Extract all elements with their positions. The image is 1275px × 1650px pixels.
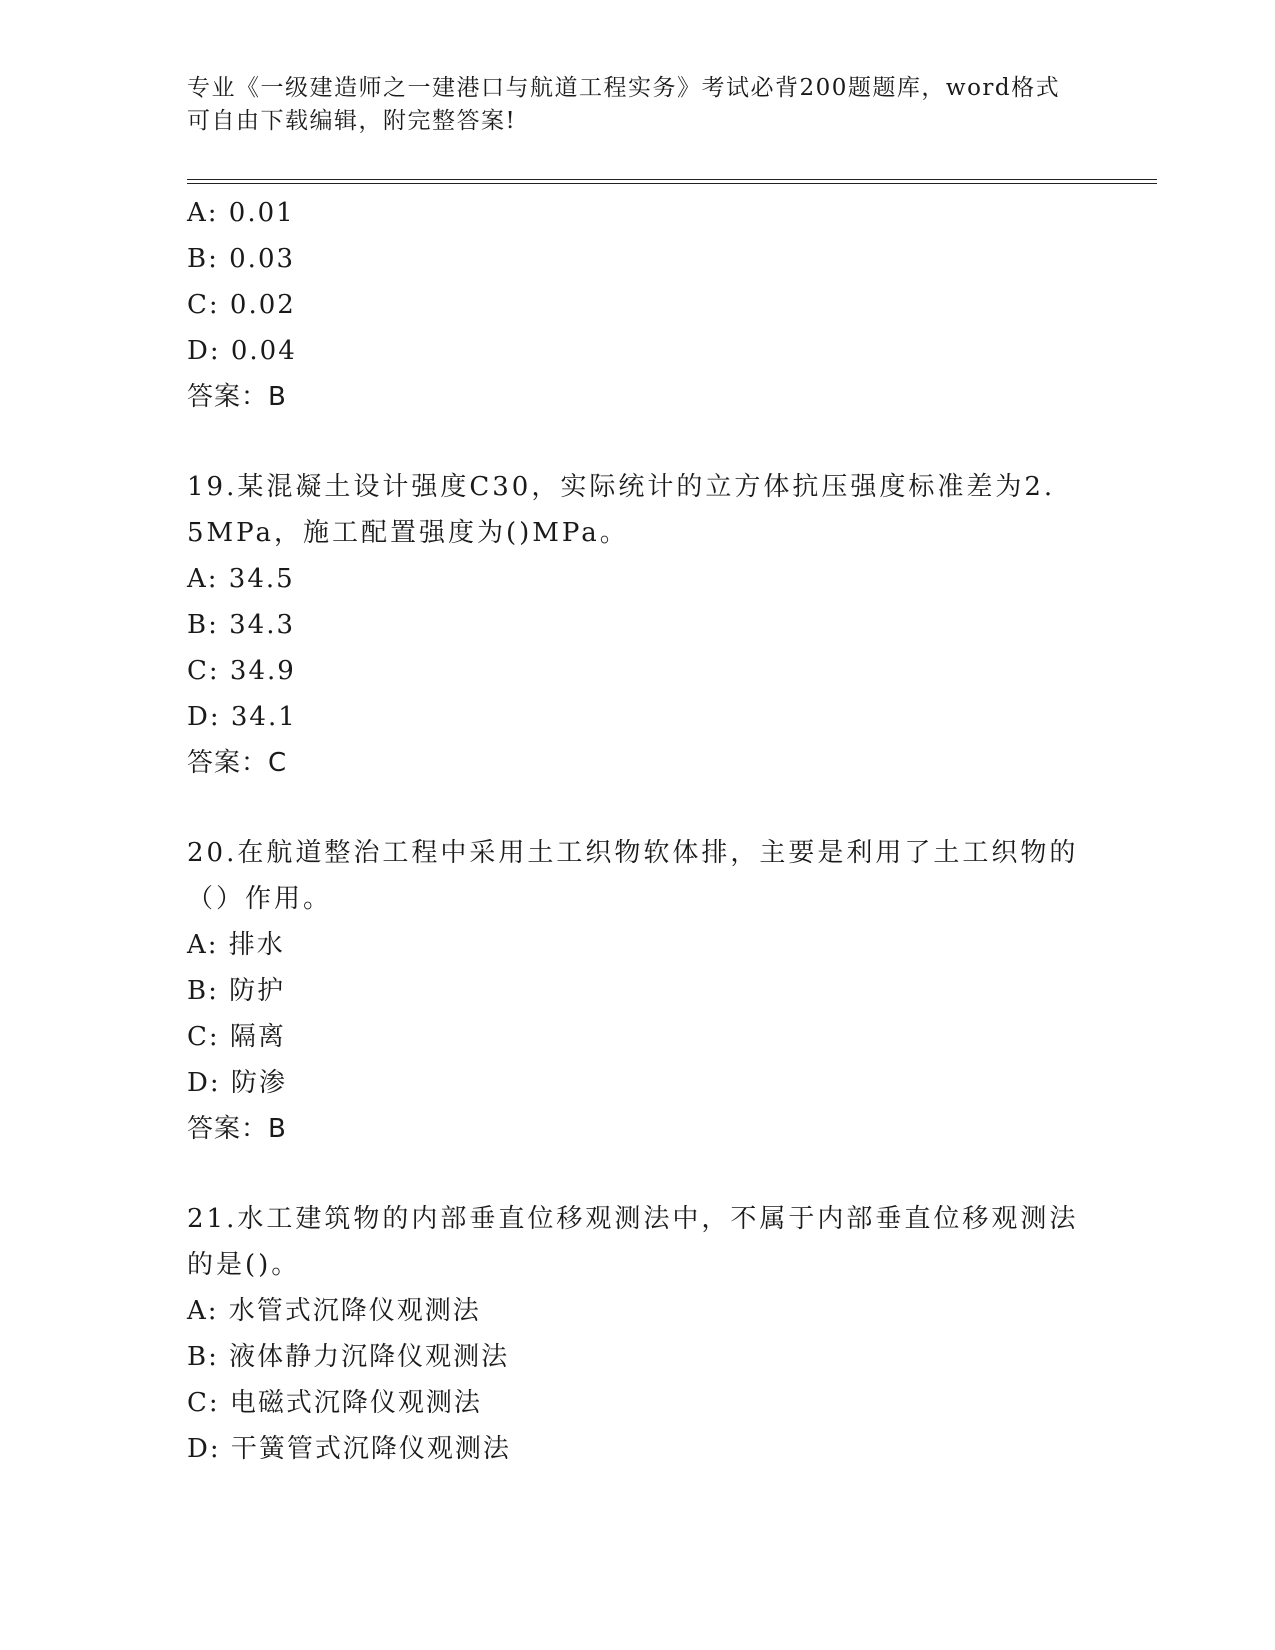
option-a: A: 排水 xyxy=(187,930,285,960)
option-c: C: 34.9 xyxy=(187,656,296,686)
question-text-line-2: 的是()。 xyxy=(187,1250,301,1280)
question-21-block xyxy=(187,1196,1087,1472)
option-c: C: 电磁式沉降仪观测法 xyxy=(187,1388,482,1418)
header-divider xyxy=(187,179,1157,184)
question-text-line-2: （）作用。 xyxy=(187,884,333,914)
question-text-line-1: 21.水工建筑物的内部垂直位移观测法中，不属于内部垂直位移观测法 xyxy=(187,1204,1079,1234)
question-text-line-1: 20.在航道整治工程中采用土工织物软体排，主要是利用了土工织物的 xyxy=(187,838,1079,868)
answer-line: 答案：C xyxy=(187,748,288,778)
question-text-line-2: 5MPa，施工配置强度为()MPa。 xyxy=(187,518,629,548)
option-d: D: 0.04 xyxy=(187,336,297,366)
header-line-1: 专业《一级建造师之一建港口与航道工程实务》考试必背200题题库，word格式 xyxy=(187,75,1061,101)
document-header xyxy=(187,72,1087,138)
option-d: D: 干簧管式沉降仪观测法 xyxy=(187,1434,511,1464)
answer-line: 答案：B xyxy=(187,1114,287,1144)
option-b: B: 液体静力沉降仪观测法 xyxy=(187,1342,510,1372)
option-c: C: 隔离 xyxy=(187,1022,286,1052)
header-line-2: 可自由下载编辑，附完整答案! xyxy=(187,108,517,134)
option-a: A: 0.01 xyxy=(187,198,295,228)
question-list xyxy=(187,190,1087,1472)
option-c: C: 0.02 xyxy=(187,290,296,320)
question-text-line-1: 19.某混凝土设计强度C30，实际统计的立方体抗压强度标准差为2. xyxy=(187,472,1056,502)
question-19-block xyxy=(187,464,1087,786)
option-a: A: 水管式沉降仪观测法 xyxy=(187,1296,481,1326)
option-b: B: 34.3 xyxy=(187,610,296,640)
option-d: D: 防渗 xyxy=(187,1068,287,1098)
option-b: B: 防护 xyxy=(187,976,286,1006)
option-d: D: 34.1 xyxy=(187,702,297,732)
option-a: A: 34.5 xyxy=(187,564,295,594)
option-b: B: 0.03 xyxy=(187,244,296,274)
question-18-block xyxy=(187,190,1087,420)
question-20-block xyxy=(187,830,1087,1152)
answer-line: 答案：B xyxy=(187,382,287,412)
